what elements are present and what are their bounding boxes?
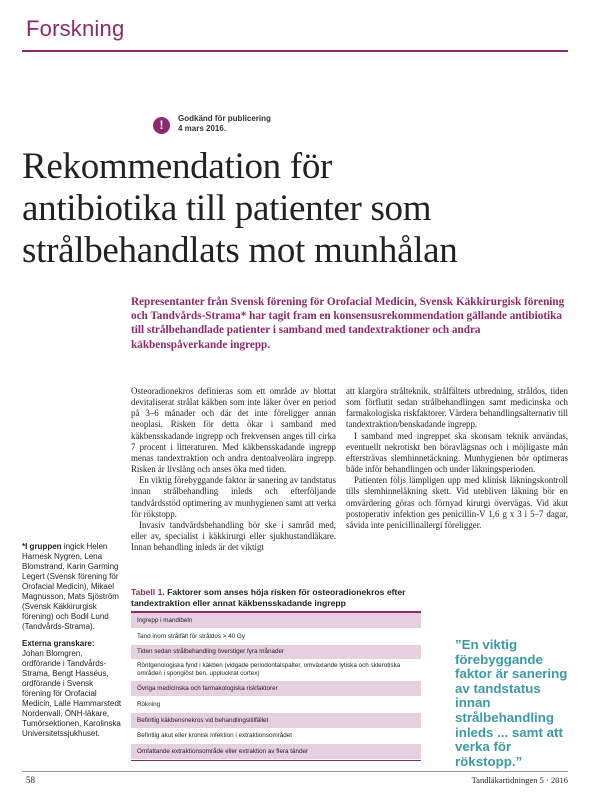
body-paragraph: Patienten följs lämpligen upp med klinisk läkningskontroll tills slemhinneläkning skett. Vid utebliven läkning bör en omvärdering göras och förnyad kirurgi övervägas. Vid akut postoperativ infektion ges penicillin-V 1,6 g x 3 i 5–7 dagar, såvida inte penicillinallergi föreligger. xyxy=(346,475,568,530)
pull-quote: ”En viktig förebyggande faktor är sanering av tandstatus innan strålbehandling inleds ... samt att verka för rökstopp.” xyxy=(455,637,568,769)
group-label: *I gruppen xyxy=(22,542,62,551)
approval-note xyxy=(178,114,271,134)
table-row: Röntgenologiska fynd i käkben (vidgade periodontalspalter, omväxlande lytiska och sklerotiska områden i spongiöst ben, uppluckrat cortex) xyxy=(131,660,421,681)
approval-line-1: Godkänd för publicering xyxy=(178,114,271,123)
title-line: Rekommendation för xyxy=(22,146,333,187)
table-row: Befintlig akut eller kronisk infektion i extraktionsområdet xyxy=(131,729,421,744)
approval-line-2: 4 mars 2016. xyxy=(178,124,227,133)
body-paragraph: att klargöra strålteknik, strålfältets utbredning, stråldos, tiden som förflutit sedan strålbehandlingen samt medicinska och farmakologiska riskfaktorer. Värdera behandlingsalternativ till tandextraktion/benskadande ingrepp. xyxy=(346,386,568,430)
body-paragraph: Invasiv tandvårdsbehandling bör ske i samråd med, eller av, specialist i käkkirurgi eller sjukhustandläkare. Innan behandling inleds är det viktigt xyxy=(131,519,336,553)
table-row: Befintlig käkbensnekros vid behandlingstillfället xyxy=(131,713,421,729)
page-number: 58 xyxy=(26,775,35,785)
reviewers-label: Externa granskare: xyxy=(22,639,95,648)
footer-divider xyxy=(22,771,568,772)
section-label: Forskning xyxy=(26,16,125,41)
reviewer-credits xyxy=(22,639,122,739)
title-line: antibiotika till patienter som xyxy=(22,188,432,229)
table-row: Övriga medicinska och farmakologiska riskfaktorer xyxy=(131,681,421,697)
reviewers-text: Johan Blomgren, ordförande i Tandvårds-Strama, Bengt Hasséus, ordförande i Svensk förening för Orofacial Medicin, Lalle Hammarstedt Nordenvall, ÖNH-läkare, Tumörsektionen, Karolinska Universitetssjukhuset. xyxy=(22,649,122,738)
table-bottom-rule xyxy=(131,760,421,761)
body-paragraph: Osteoradionekros definieras som ett område av blottat devitaliserat strålat käkben som inte läker över en period på 3–6 månader och där det inte föreligger annan neoplasi. Risken för detta ökar i samband med käkbensskadande ingrepp och frekvensen anges till cirka 7 procent i litteraturen. Med käkbensskadande ingrepp menas tandextraktion och andra dentoalveolära ingrepp. Risken är livslång och anses öka med tiden. xyxy=(131,386,336,475)
body-paragraph: I samband med ingreppet ska skonsam teknik användas, eventuellt nekrotiskt ben böravlägsnas och i möjligaste mån eftersträvas slemhinnetäckning. Munhygienen bör optimeras både inför behandlingen och under läkningsperioden. xyxy=(346,430,568,475)
table-caption-text: Faktorer som anses höja risken för osteoradionekros efter tandextraktion eller annat käkbensskadande ingrepp xyxy=(131,587,406,608)
article-lead: Representanter från Svensk förening för Orofacial Medicin, Svensk Käkkirurgisk förening och Tandvårds-Strama* har tagit fram en konsensusrekommendation gällande antibiotika till strålbehandlade patienter i samband med tandextraktioner och andra käkbenspåverkande ingrepp. xyxy=(131,296,565,351)
exclamation-icon: ! xyxy=(153,117,170,134)
table-row: Tand inom strålfält för stråldos > 40 Gy xyxy=(131,629,421,645)
table-row: Omfattande extraktionsområde eller extraktion av flera tänder xyxy=(131,744,421,760)
publication-name: Tandläkartidningen 5 · 2016 xyxy=(471,775,568,785)
table-caption xyxy=(131,587,421,608)
body-column-1 xyxy=(131,386,336,553)
header-divider xyxy=(22,50,568,52)
table-row: Rökning xyxy=(131,697,421,713)
table-label: Tabell 1. xyxy=(131,587,165,597)
article-title xyxy=(22,146,572,272)
group-text: ingick Helen Harnesk Nygren, Lena Blomstrand, Karin Garming Legert (Svensk förening för Orofacial Medicin), Mikael Magnusson, Mats Sjöström (Svensk Käkkirurgisk förening) och Bodil Lund (Tandvårds-Strama). xyxy=(22,542,119,631)
title-line: strålbehandlats mot munhålan xyxy=(22,230,458,271)
body-column-2 xyxy=(346,386,568,531)
table-row: Tiden sedan strålbehandling överstiger fyra månader xyxy=(131,645,421,660)
sidebar-credits xyxy=(22,542,122,746)
body-paragraph: En viktig förebyggande faktor är sanering av tandstatus innan strålbehandling inleds och efterföljande tandvårdsstöd optimering av munhygienen samt att verka för rökstopp. xyxy=(131,475,336,519)
table-row: Ingrepp i mandibeln xyxy=(131,613,421,629)
group-credits xyxy=(22,542,122,632)
